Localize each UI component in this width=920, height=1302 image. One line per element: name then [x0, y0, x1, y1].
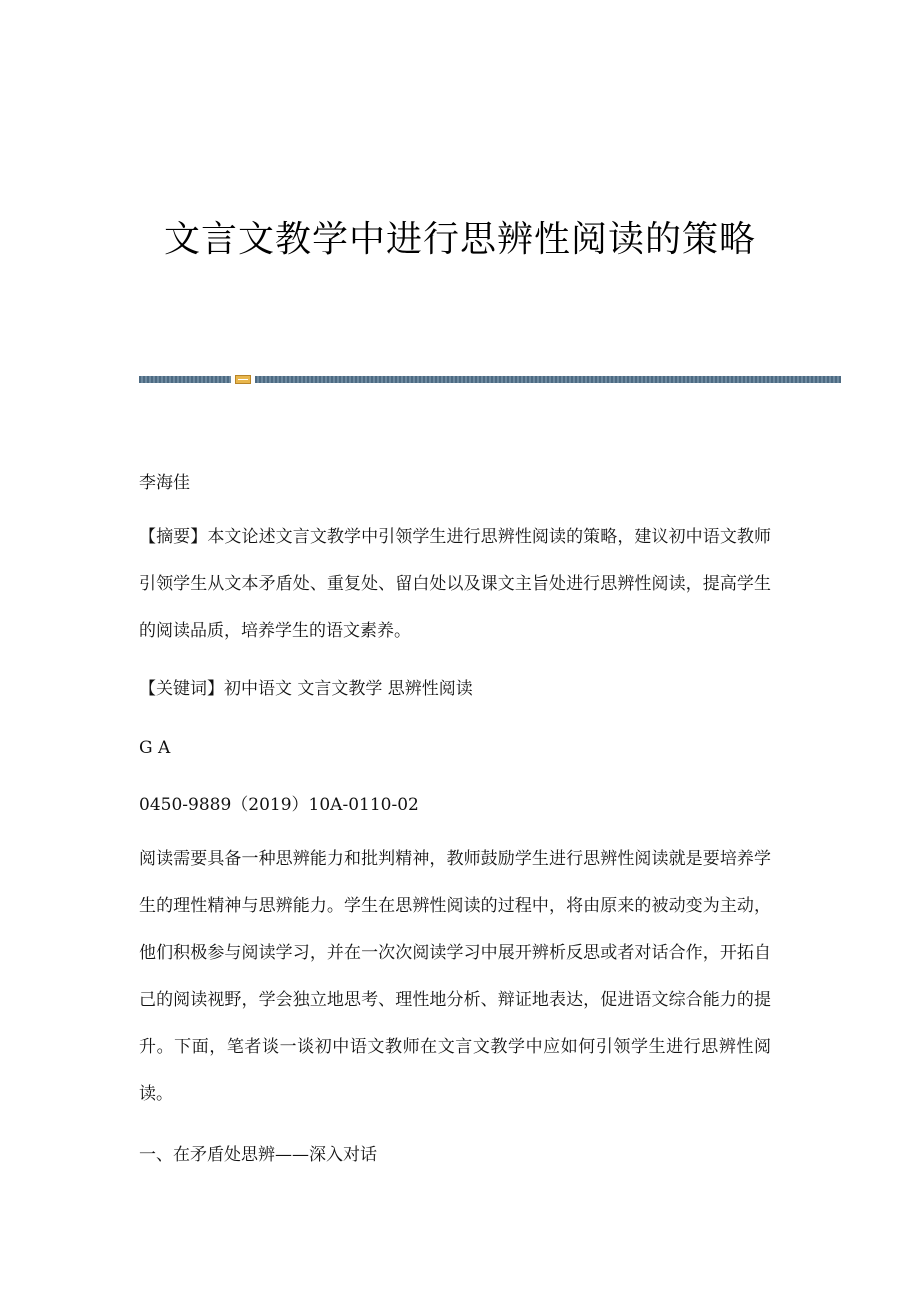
- section-heading: 一、在矛盾处思辨——深入对话: [139, 1145, 377, 1165]
- abstract: 【摘要】本文论述文言文教学中引领学生进行思辨性阅读的策略，建议初中语文教师引领学生从文本矛盾处、重复处、留白处以及课文主旨处进行思辨性阅读，提高学生的阅读品质，培养学生的语文素养。: [139, 527, 771, 641]
- classification-code: G A: [139, 738, 171, 758]
- page-title: 文言文教学中进行思辨性阅读的策略: [163, 219, 756, 260]
- title-divider: [139, 375, 841, 384]
- author: 李海佳: [139, 473, 190, 493]
- keywords: 【关键词】初中语文 文言文教学 思辨性阅读: [139, 679, 473, 699]
- document-number: 0450-9889（2019）10A-0110-02: [139, 795, 419, 815]
- divider-bar-left: [139, 376, 231, 383]
- divider-ornament-icon: [235, 375, 251, 384]
- divider-bar-right: [255, 376, 841, 383]
- intro-paragraph: 阅读需要具备一种思辨能力和批判精神，教师鼓励学生进行思辨性阅读就是要培养学生的理性精神与思辨能力。学生在思辨性阅读的过程中，将由原来的被动变为主动，他们积极参与阅读学习，并在一次次阅读学习中展开辨析反思或者对话合作，开拓自己的阅读视野，学会独立地思考、理性地分析、辩证地表达，促进语文综合能力的提升。下面，笔者谈一谈初中语文教师在文言文教学中应如何引领学生进行思辨性阅读。: [139, 849, 771, 1104]
